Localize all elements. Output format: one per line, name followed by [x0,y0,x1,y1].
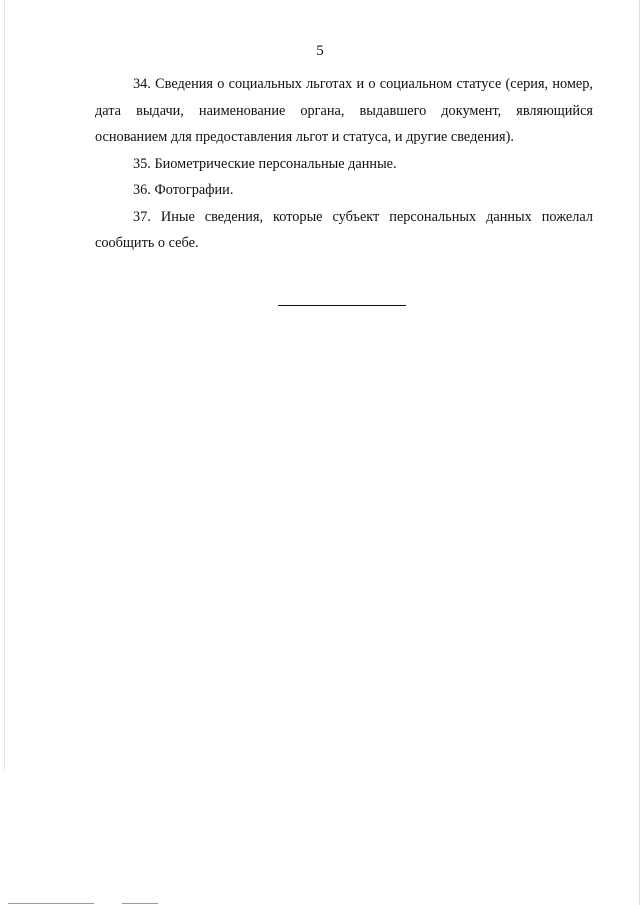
paragraph-item-36: 36. Фотографии. [133,182,234,198]
scan-edge-left [4,0,5,770]
scan-bottom-mark [8,903,94,904]
end-divider-line [278,305,406,306]
paragraph-item-34: 34. Сведения о социальных льготах и о социальном статусе (серия, номер, дата выдачи, наименование органа, выдавшего документ, являющийся основанием для предоставления льгот и статуса, и другие сведения). [95,76,593,145]
page-number: 5 [316,43,324,59]
document-body [95,71,593,257]
paragraph-item-37: 37. Иные сведения, которые субъект персональных данных пожелал сообщить о себе. [95,208,593,251]
scan-bottom-mark [122,903,158,904]
paragraph-item-35: 35. Биометрические персональные данные. [133,155,397,172]
